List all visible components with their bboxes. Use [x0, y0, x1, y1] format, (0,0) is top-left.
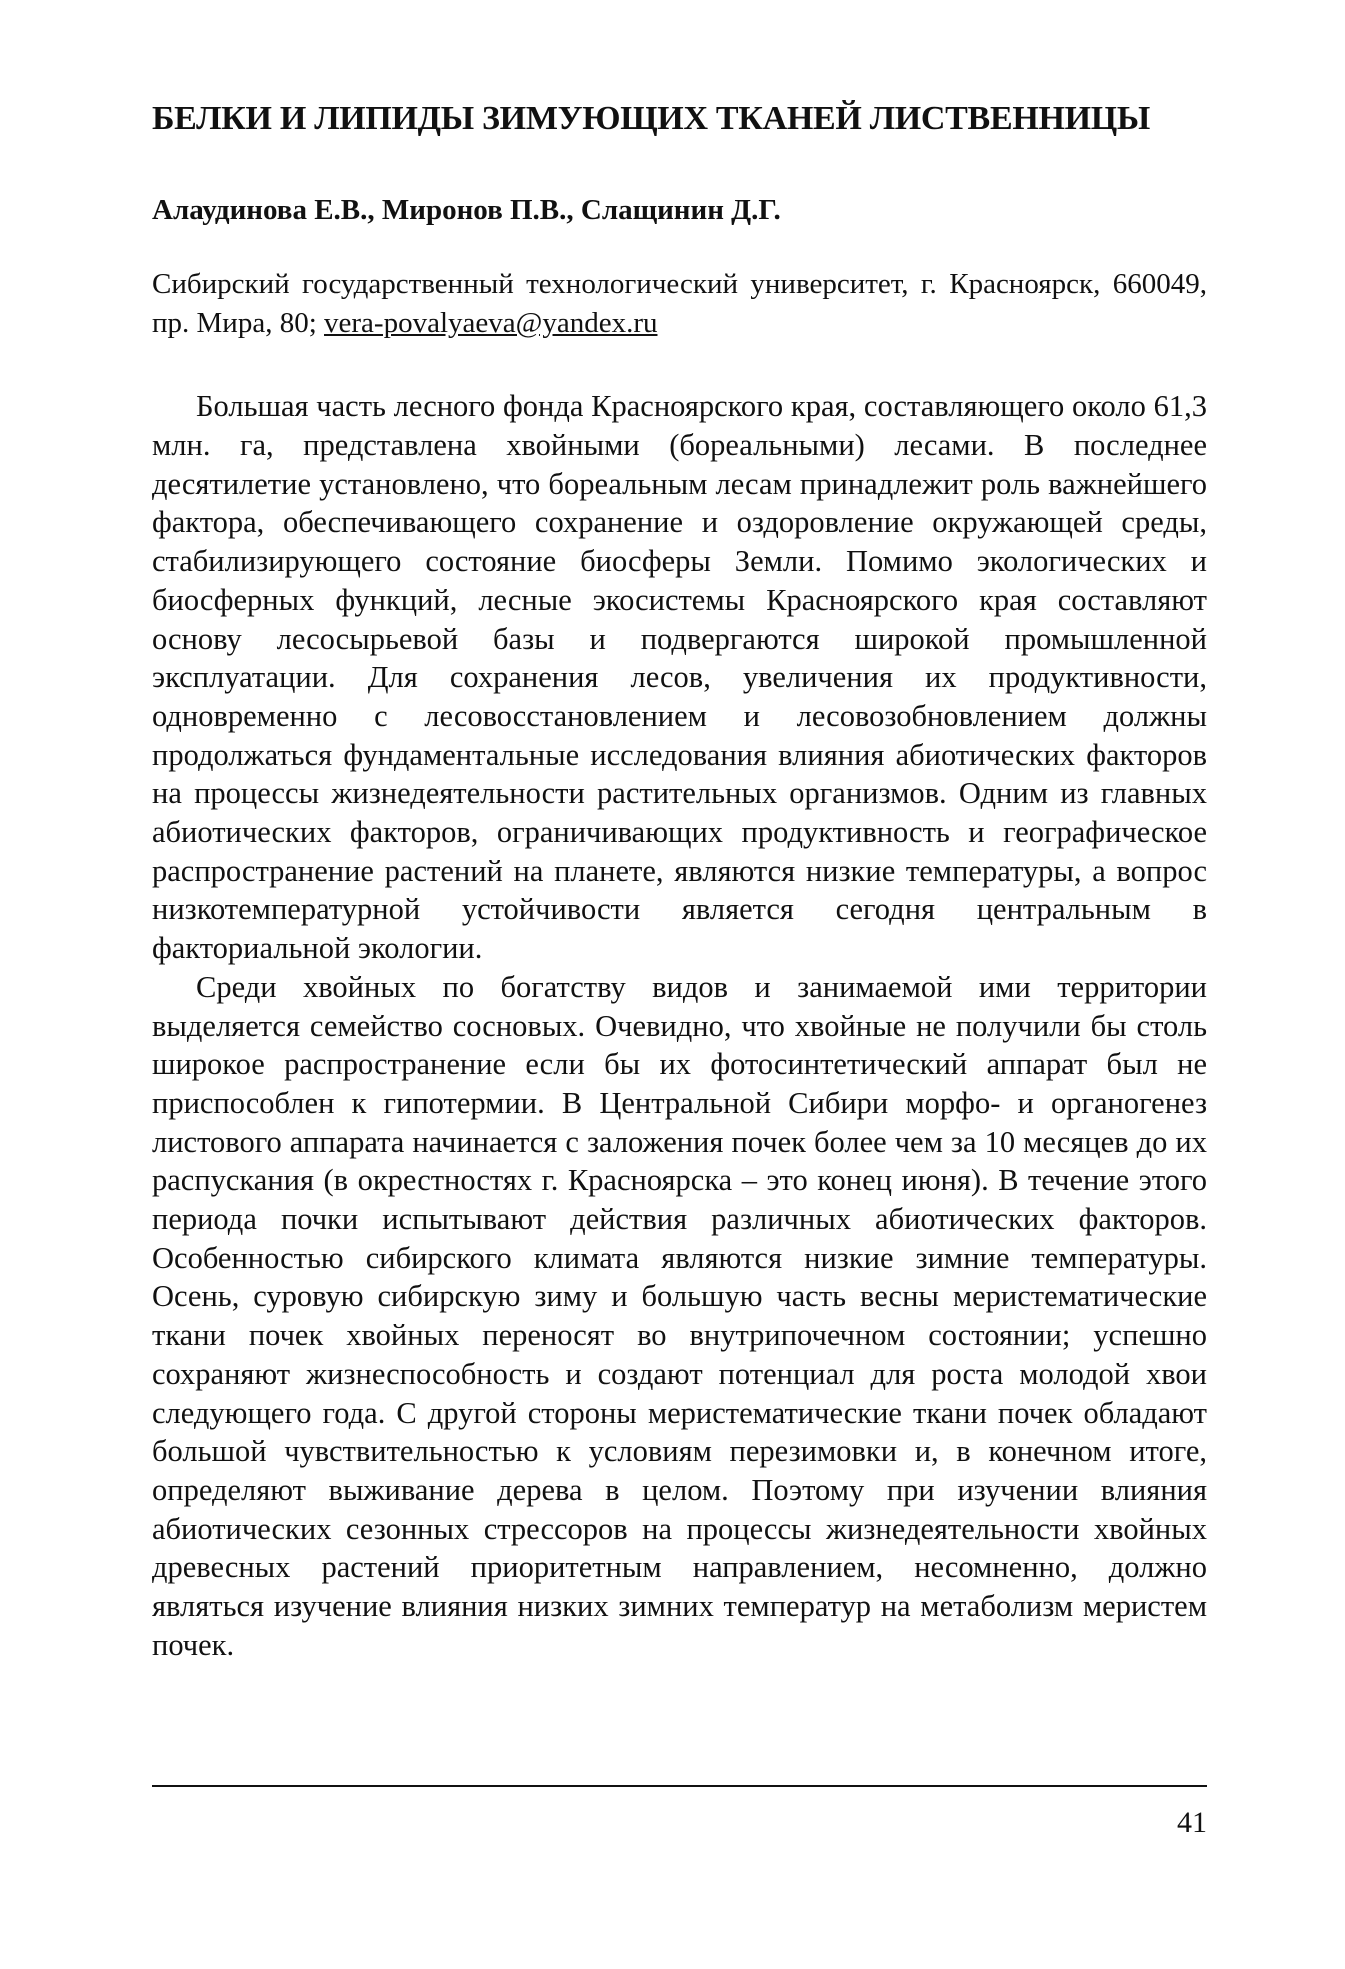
article-title: БЕЛКИ И ЛИПИДЫ ЗИМУЮЩИХ ТКАНЕЙ ЛИСТВЕННИЦЫ: [152, 100, 1150, 137]
author-email-link[interactable]: vera-povalyaeva@yandex.ru: [324, 307, 658, 340]
article-body: [152, 387, 1207, 1664]
affiliation-address: Сибирский государственный технологический университет, г. Красноярск, 660049, пр. Мира, 80;: [152, 268, 1207, 340]
footer-divider: [152, 1785, 1207, 1787]
body-paragraph: Среди хвойных по богатству видов и занимаемой ими территории выделяется семейство сосновых. Очевидно, что хвойные не получили бы столь широкое распространение если бы их фотосинтетический аппарат был не приспособлен к гипотермии. В Центральной Сибири морфо- и органогенез листового аппарата начинается с заложения почек более чем за 10 месяцев до их распускания (в окрестностях г. Красноярска – это конец июня). В течение этого периода почки испытывают действия различных абиотических факторов. Особенностью сибирского климата являются низкие зимние температуры. Осень, суровую сибирскую зиму и большую часть весны меристематические ткани почек хвойных переносят во внутрипочечном состоянии; успешно сохраняют жизнеспособность и создают потенциал для роста молодой хвои следующего года. С другой стороны меристематические ткани почек обладают большой чувствительностью к условиям перезимовки и, в конечном итоге, определяют выживание дерева в целом. Поэтому при изучении влияния абиотических сезонных стрессоров на процессы жизнедеятельности хвойных древесных растений приоритетным направлением, несомненно, должно являться изучение влияния низких зимних температур на метаболизм меристем почек.: [152, 969, 1207, 1662]
page-number: 41: [1177, 1806, 1207, 1839]
article-authors: Алаудинова Е.В., Миронов П.В., Слащинин Д.Г.: [152, 194, 781, 226]
author-affiliation: [152, 265, 1207, 343]
article: [152, 100, 1207, 1664]
body-paragraph: Большая часть лесного фонда Красноярского края, составляющего около 61,3 млн. га, представлена хвойными (бореальными) лесами. В последнее десятилетие установлено, что бореальным лесам принадлежит роль важнейшего фактора, обеспечивающего сохранение и оздоровление окружающей среды, стабилизирующего состояние биосферы Земли. Помимо экологических и биосферных функций, лесные экосистемы Красноярского края составляют основу лесосырьевой базы и подвергаются широкой промышленной эксплуатации. Для сохранения лесов, увеличения их продуктивности, одновременно с лесовосстановлением и лесовозобновлением должны продолжаться фундаментальные исследования влияния абиотических факторов на процессы жизнедеятельности растительных организмов. Одним из главных абиотических факторов, ограничивающих продуктивность и географическое распространение растений на планете, являются низкие температуры, а вопрос низкотемпературной устойчивости является сегодня центральным в факториальной экологии.: [152, 389, 1207, 966]
